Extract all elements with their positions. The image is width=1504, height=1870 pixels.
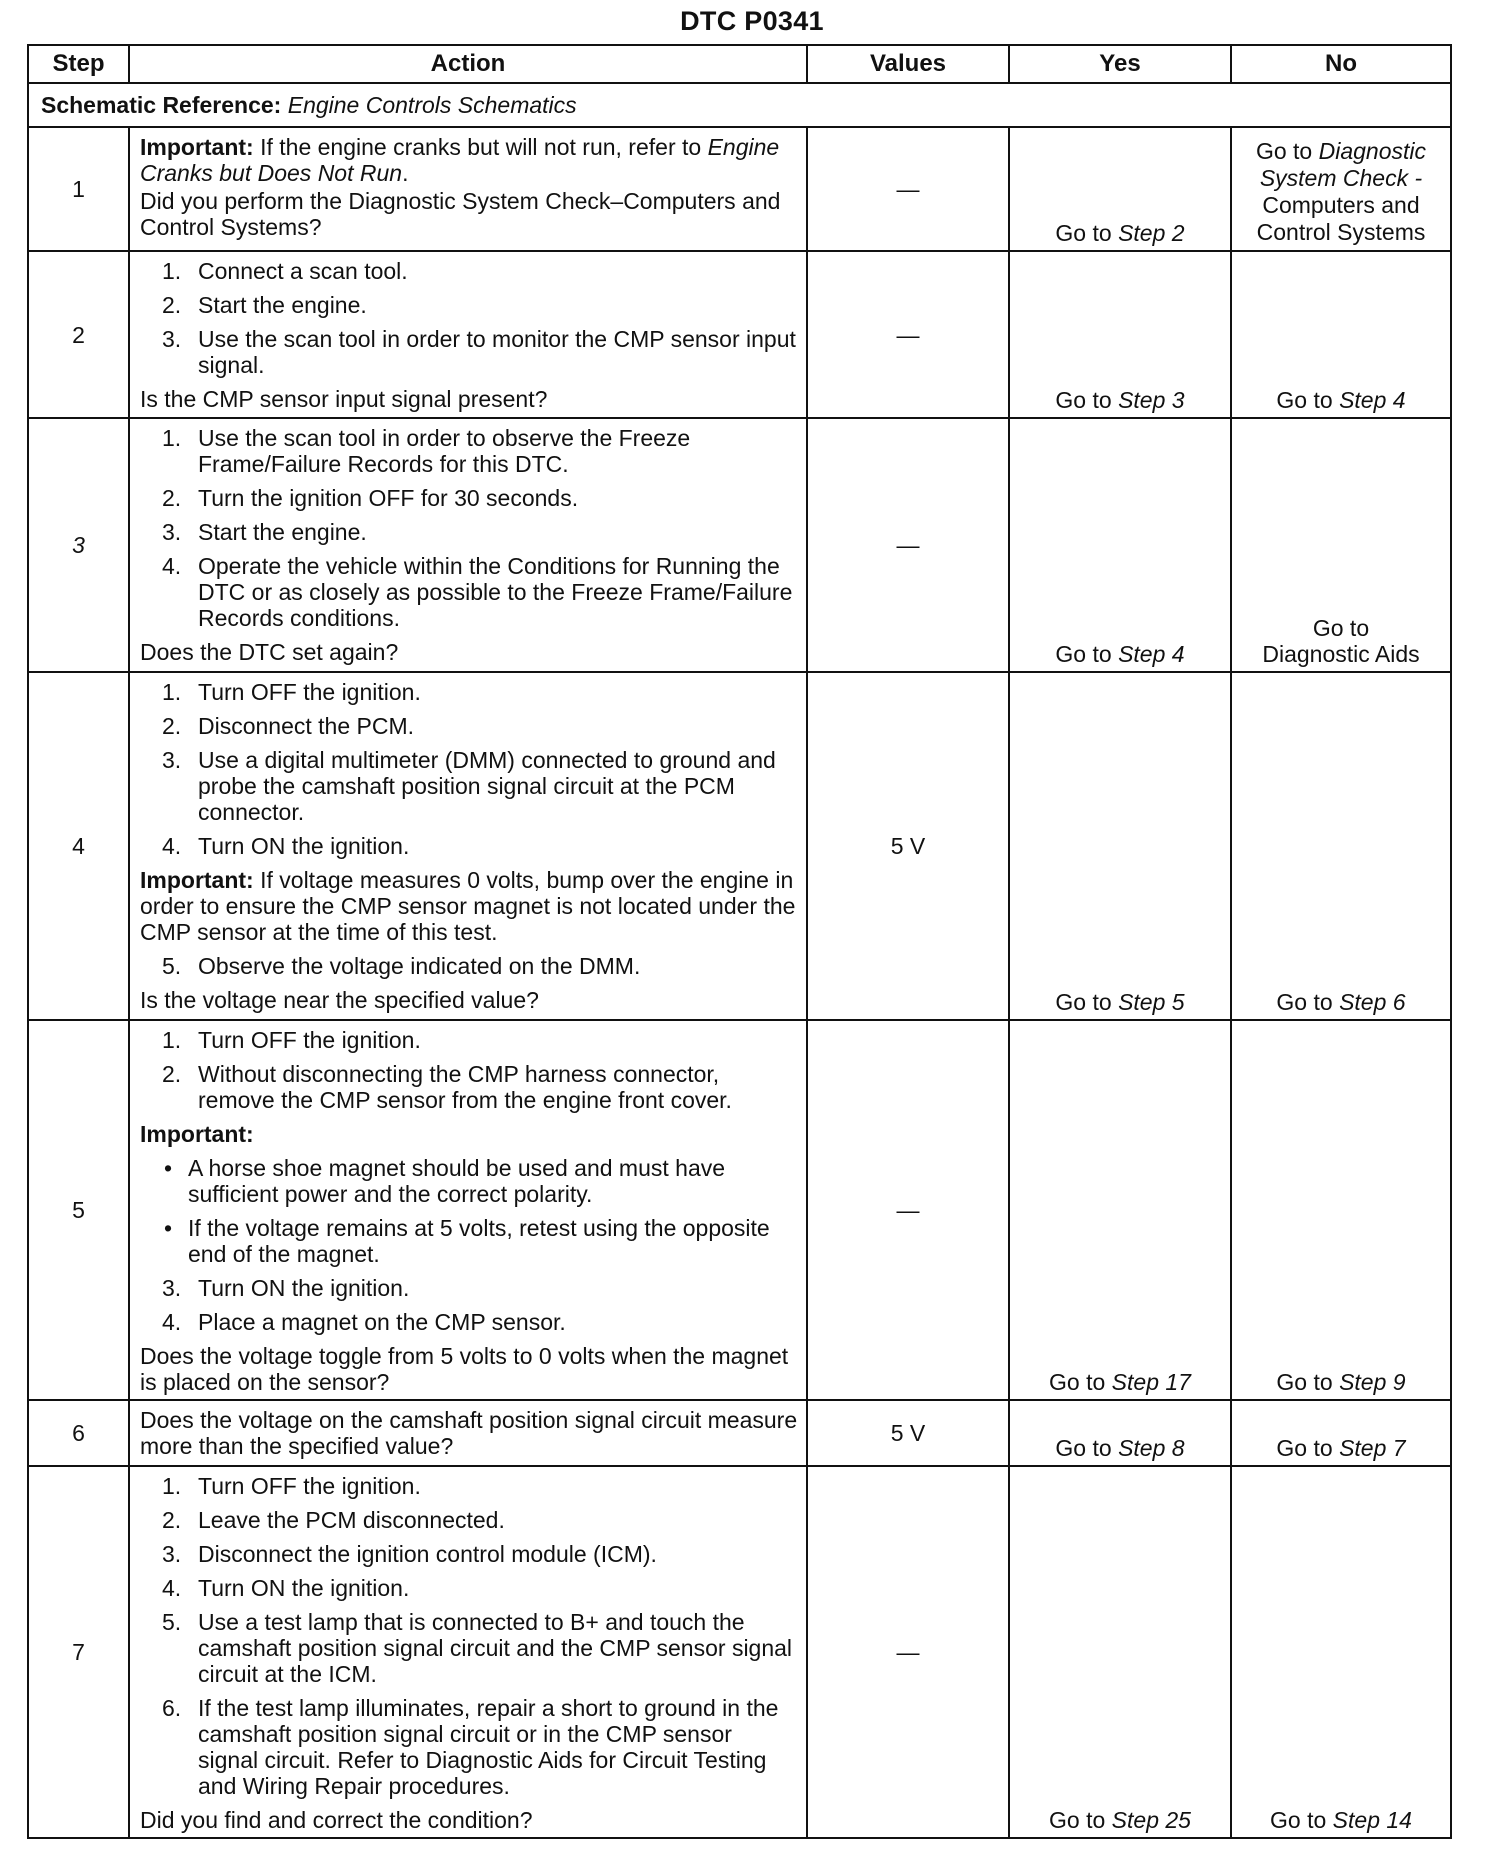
action-cell (129, 251, 807, 418)
no-prefix: Go to (1276, 1369, 1333, 1395)
step-number: 1 (28, 127, 129, 251)
procedure-list (140, 1027, 798, 1113)
yes-cell (1009, 672, 1231, 1020)
yes-cell (1009, 418, 1231, 672)
diagnostic-table (27, 44, 1452, 1839)
no-link[interactable]: Diagnostic System Check - (1259, 138, 1427, 191)
action-cell (129, 127, 807, 251)
yes-step-link[interactable]: Step 4 (1118, 641, 1185, 667)
schematic-link[interactable]: Engine Controls Schematics (287, 92, 577, 118)
table-row (28, 251, 1451, 418)
step-number: 7 (28, 1466, 129, 1838)
no-step-link[interactable]: Step 14 (1332, 1807, 1412, 1833)
list-item: 1. Turn OFF the ignition. (162, 1473, 421, 1499)
important-label: Important: (140, 1121, 254, 1147)
no-prefix: Go to (1276, 1435, 1333, 1461)
values-cell: — (807, 1020, 1009, 1400)
question: Is the CMP sensor input signal present? (140, 386, 548, 412)
table-row (28, 1466, 1451, 1838)
question: Is the voltage near the specified value? (140, 987, 539, 1013)
table-row (28, 127, 1451, 251)
values-cell: 5 V (807, 672, 1009, 1020)
list-item: 4. Operate the vehicle within the Conditions for Running the DTC or as closely as possible to the Freeze Frame/Failure Records conditions. (162, 553, 793, 631)
action-cell (129, 1020, 807, 1400)
table-row (28, 418, 1451, 672)
values-cell: — (807, 127, 1009, 251)
important-label: Important: (140, 867, 254, 893)
important-end: . (402, 160, 409, 186)
no-cell (1231, 251, 1451, 418)
values-cell: — (807, 251, 1009, 418)
list-item: • If the voltage remains at 5 volts, retest using the opposite end of the magnet. (140, 1215, 798, 1267)
list-item: 2. Leave the PCM disconnected. (162, 1507, 505, 1533)
list-item: 1. Connect a scan tool. (162, 258, 408, 284)
yes-cell (1009, 1466, 1231, 1838)
no-cell (1231, 127, 1451, 251)
header-step: Step (28, 45, 129, 83)
diagnostic-aids-link[interactable]: Diagnostic Aids (1262, 641, 1420, 667)
no-cell (1231, 418, 1451, 672)
header-no: No (1231, 45, 1451, 83)
schematic-row (28, 83, 1451, 127)
procedure-list (140, 425, 798, 631)
bullet-list (140, 1155, 798, 1267)
header-yes: Yes (1009, 45, 1231, 83)
question: Does the DTC set again? (140, 639, 399, 665)
list-item: 3. Use a digital multimeter (DMM) connected to ground and probe the camshaft position signal circuit at the PCM connector. (162, 747, 776, 825)
action-cell (129, 1466, 807, 1838)
important-text: If the engine cranks but will not run, refer to (260, 134, 702, 160)
list-item: 3. Turn ON the ignition. (162, 1275, 410, 1301)
values-cell: — (807, 418, 1009, 672)
document-title: DTC P0341 (680, 6, 824, 36)
no-prefix: Go to (1276, 387, 1333, 413)
no-cell (1231, 1020, 1451, 1400)
yes-prefix: Go to (1055, 641, 1112, 667)
list-item: 4. Place a magnet on the CMP sensor. (162, 1309, 566, 1335)
action-cell (129, 672, 807, 1020)
table-row (28, 672, 1451, 1020)
yes-prefix: Go to (1055, 220, 1112, 246)
question: Did you find and correct the condition? (140, 1807, 533, 1833)
yes-step-link[interactable]: Step 5 (1118, 989, 1185, 1015)
no-cell (1231, 1466, 1451, 1838)
list-item: 2. Without disconnecting the CMP harness connector, remove the CMP sensor from the engine front cover. (162, 1061, 732, 1113)
no-cell (1231, 672, 1451, 1020)
procedure-list (140, 679, 798, 859)
yes-cell (1009, 1400, 1231, 1466)
yes-prefix: Go to (1055, 989, 1112, 1015)
schematic-label: Schematic Reference: (41, 92, 282, 118)
procedure-list (140, 1275, 798, 1335)
no-step-link[interactable]: Step 9 (1339, 1369, 1406, 1395)
yes-step-link[interactable]: Step 3 (1118, 387, 1185, 413)
list-item: 2. Disconnect the PCM. (162, 713, 415, 739)
yes-cell (1009, 127, 1231, 251)
values-cell: 5 V (807, 1400, 1009, 1466)
cross-reference-link[interactable]: Engine Cranks but Does Not Run (140, 134, 780, 186)
yes-prefix: Go to (1049, 1369, 1106, 1395)
list-item: 3. Disconnect the ignition control module (ICM). (162, 1541, 657, 1567)
list-item: 2. Turn the ignition OFF for 30 seconds. (162, 485, 579, 511)
yes-cell (1009, 251, 1231, 418)
procedure-list (140, 1473, 798, 1799)
header-values: Values (807, 45, 1009, 83)
header-row (28, 45, 1451, 83)
list-item: 6. If the test lamp illuminates, repair a short to ground in the camshaft position signal circuit or in the CMP sensor signal circuit. Refer to Diagnostic Aids for Circuit Testing and Wiring Repair procedures. (162, 1695, 779, 1799)
list-item: 4. Turn ON the ignition. (162, 1575, 410, 1601)
list-item: 3. Start the engine. (162, 519, 367, 545)
no-prefix: Go to (1276, 989, 1333, 1015)
table-row (28, 1400, 1451, 1466)
list-item: • A horse shoe magnet should be used and must have sufficient power and the correct polarity. (140, 1155, 798, 1207)
table-row (28, 1020, 1451, 1400)
no-cell (1231, 1400, 1451, 1466)
step-number: 5 (28, 1020, 129, 1400)
yes-cell (1009, 1020, 1231, 1400)
values-cell: — (807, 1466, 1009, 1838)
step-number: 3 (28, 418, 129, 672)
list-item: 4. Turn ON the ignition. (162, 833, 410, 859)
step-number: 6 (28, 1400, 129, 1466)
no-line1: Go to (1312, 615, 1370, 641)
no-prefix: Go to (1270, 1807, 1327, 1833)
yes-step-link[interactable]: Step 17 (1111, 1369, 1191, 1395)
question: Does the voltage toggle from 5 volts to 0 volts when the magnet is placed on the sensor? (140, 1343, 789, 1395)
yes-step-link[interactable]: Step 25 (1111, 1807, 1191, 1833)
procedure-list (140, 953, 798, 979)
yes-prefix: Go to (1055, 1435, 1112, 1461)
list-item: 3. Use the scan tool in order to monitor the CMP sensor input signal. (162, 326, 796, 378)
yes-prefix: Go to (1055, 387, 1112, 413)
no-step-link[interactable]: Step 7 (1339, 1435, 1406, 1461)
yes-prefix: Go to (1049, 1807, 1106, 1833)
procedure-list (140, 258, 798, 378)
list-item: 1. Turn OFF the ignition. (162, 679, 421, 705)
no-step-link[interactable]: Step 4 (1339, 387, 1406, 413)
yes-step-link[interactable]: Step 2 (1118, 220, 1185, 246)
action-cell (129, 1400, 807, 1466)
yes-step-link[interactable]: Step 8 (1118, 1435, 1185, 1461)
action-cell (129, 418, 807, 672)
list-item: 5. Use a test lamp that is connected to B+ and touch the camshaft position signal circuit and the CMP sensor signal circuit at the ICM. (162, 1609, 793, 1687)
question: Does the voltage on the camshaft position signal circuit measure more than the specified value? (140, 1407, 798, 1459)
schematic-reference (28, 83, 1451, 127)
question: Did you perform the Diagnostic System Check–Computers and Control Systems? (140, 188, 781, 240)
list-item: 5. Observe the voltage indicated on the DMM. (162, 953, 641, 979)
list-item: 1. Turn OFF the ignition. (162, 1027, 421, 1053)
step-number: 2 (28, 251, 129, 418)
header-action: Action (129, 45, 807, 83)
important-label: Important: (140, 134, 254, 160)
no-step-link[interactable]: Step 6 (1339, 989, 1406, 1015)
no-rest: Computers and Control Systems (1256, 192, 1426, 245)
list-item: 2. Start the engine. (162, 292, 367, 318)
no-prefix: Go to (1255, 138, 1313, 164)
important-text: If voltage measures 0 volts, bump over the engine in order to ensure the CMP sensor magnet is not located under the CMP sensor at the time of this test. (140, 867, 796, 945)
step-number: 4 (28, 672, 129, 1020)
list-item: 1. Use the scan tool in order to observe the Freeze Frame/Failure Records for this DTC. (162, 425, 691, 477)
